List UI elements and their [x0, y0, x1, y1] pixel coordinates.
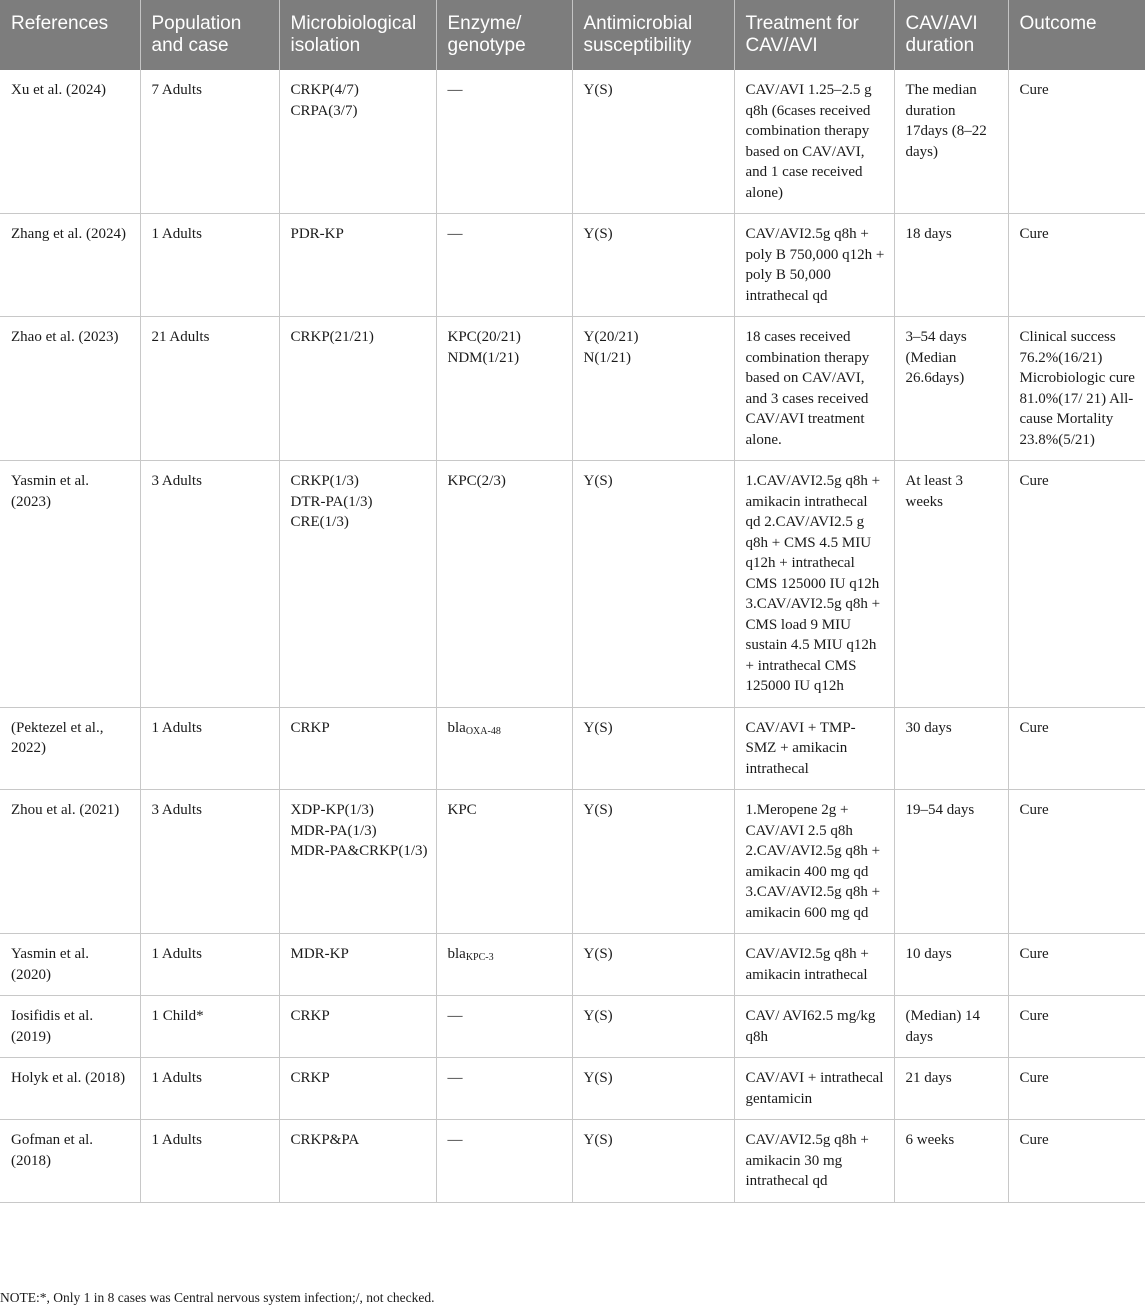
cell-enzyme [436, 996, 572, 1058]
cell-enzyme [436, 790, 572, 934]
cell-reference: Iosifidis et al. (2019) [0, 996, 140, 1058]
cell-isolation: CRKP [279, 996, 436, 1058]
cell-outcome: Cure [1008, 790, 1145, 934]
table-row [0, 1120, 1145, 1203]
cell-population: 1 Adults [140, 934, 279, 996]
cell-enzyme [436, 1058, 572, 1120]
enzyme-subscript: KPC-3 [465, 952, 494, 963]
cell-outcome: Cure [1008, 461, 1145, 708]
cell-enzyme [436, 214, 572, 317]
cell-population: 3 Adults [140, 461, 279, 708]
cell-susceptibility: Y(20/21) N(1/21) [572, 317, 734, 461]
cell-outcome: Cure [1008, 1120, 1145, 1203]
cell-reference: Zhao et al. (2023) [0, 317, 140, 461]
column-header-treatment: Treatment for CAV/AVI [734, 0, 894, 70]
cell-population: 21 Adults [140, 317, 279, 461]
enzyme-name: bla [447, 946, 466, 962]
enzyme-name: — [447, 1070, 463, 1086]
cell-susceptibility: Y(S) [572, 1120, 734, 1203]
column-header-population: Population and case [140, 0, 279, 70]
cell-susceptibility: Y(S) [572, 790, 734, 934]
cell-population: 1 Adults [140, 1058, 279, 1120]
cell-isolation: CRKP(4/7) CRPA(3/7) [279, 70, 436, 214]
cell-duration: At least 3 weeks [894, 461, 1008, 708]
cell-duration: 10 days [894, 934, 1008, 996]
table-row [0, 1058, 1145, 1120]
cell-susceptibility: Y(S) [572, 934, 734, 996]
column-header-enzyme: Enzyme/ genotype [436, 0, 572, 70]
cell-treatment: CAV/AVI2.5g q8h + poly B 750,000 q12h + poly B 50,000 intrathecal qd [734, 214, 894, 317]
cell-isolation: CRKP [279, 1058, 436, 1120]
cell-duration: 18 days [894, 214, 1008, 317]
enzyme-subscript: OXA-48 [465, 725, 501, 737]
cell-isolation: PDR-KP [279, 214, 436, 317]
table-row [0, 707, 1145, 790]
cell-population: 7 Adults [140, 70, 279, 214]
table-header-row [0, 0, 1145, 70]
cell-isolation: MDR-KP [279, 934, 436, 996]
cell-outcome: Cure [1008, 214, 1145, 317]
cell-population: 1 Adults [140, 1120, 279, 1203]
cell-treatment: CAV/AVI2.5g q8h + amikacin 30 mg intrathecal qd [734, 1120, 894, 1203]
cell-outcome: Clinical success 76.2%(16/21) Microbiologic cure 81.0%(17/ 21) All-cause Mortality 23.8%(5/21) [1008, 317, 1145, 461]
table-row [0, 461, 1145, 708]
column-header-duration: CAV/AVI duration [894, 0, 1008, 70]
table-row [0, 70, 1145, 214]
cell-enzyme [436, 461, 572, 708]
cell-susceptibility: Y(S) [572, 707, 734, 790]
cell-duration: 3–54 days (Median 26.6days) [894, 317, 1008, 461]
cell-isolation: XDP-KP(1/3) MDR-PA(1/3) MDR-PA&CRKP(1/3) [279, 790, 436, 934]
cell-isolation: CRKP&PA [279, 1120, 436, 1203]
cell-population: 1 Child* [140, 996, 279, 1058]
cell-isolation: CRKP(1/3) DTR-PA(1/3) CRE(1/3) [279, 461, 436, 708]
enzyme-name: — [447, 1008, 463, 1024]
column-header-references: References [0, 0, 140, 70]
cell-treatment: 18 cases received combination therapy based on CAV/AVI, and 3 cases received CAV/AVI treatment alone. [734, 317, 894, 461]
cell-enzyme [436, 70, 572, 214]
cell-duration: 6 weeks [894, 1120, 1008, 1203]
table-footnote: NOTE:*, Only 1 in 8 cases was Central nervous system infection;/, not checked. [0, 1290, 435, 1305]
enzyme-name: bla [447, 719, 466, 736]
column-header-outcome: Outcome [1008, 0, 1145, 70]
cell-susceptibility: Y(S) [572, 70, 734, 214]
cell-treatment: CAV/AVI 1.25–2.5 g q8h (6cases received combination therapy based on CAV/AVI, and 1 case received alone) [734, 70, 894, 214]
cell-duration: 21 days [894, 1058, 1008, 1120]
cell-outcome: Cure [1008, 1058, 1145, 1120]
cell-treatment: 1.CAV/AVI2.5g q8h + amikacin intrathecal qd 2.CAV/AVI2.5 g q8h + CMS 4.5 MIU q12h + intrathecal CMS 125000 IU q12h 3.CAV/AVI2.5g q8h + CMS load 9 MIU sustain 4.5 MIU q12h + intrathecal CMS 125000 IU q12h [734, 461, 894, 708]
cell-isolation: CRKP [279, 707, 436, 790]
enzyme-name: KPC(20/21) NDM(1/21) [447, 329, 521, 366]
cell-reference: Xu et al. (2024) [0, 70, 140, 214]
cell-population: 1 Adults [140, 214, 279, 317]
cell-susceptibility: Y(S) [572, 461, 734, 708]
column-header-isolation: Microbiological isolation [279, 0, 436, 70]
cell-reference: Yasmin et al. (2020) [0, 934, 140, 996]
enzyme-name: KPC(2/3) [447, 473, 506, 489]
table-row [0, 317, 1145, 461]
table-row [0, 934, 1145, 996]
cell-duration: 19–54 days [894, 790, 1008, 934]
table-row [0, 996, 1145, 1058]
cell-isolation: CRKP(21/21) [279, 317, 436, 461]
cell-susceptibility: Y(S) [572, 1058, 734, 1120]
cell-reference: (Pektezel et al., 2022) [0, 707, 140, 790]
cell-population: 1 Adults [140, 707, 279, 790]
column-header-susceptibility: Antimicrobial susceptibility [572, 0, 734, 70]
cell-reference: Zhang et al. (2024) [0, 214, 140, 317]
cell-outcome: Cure [1008, 70, 1145, 214]
cell-reference: Zhou et al. (2021) [0, 790, 140, 934]
cell-enzyme [436, 1120, 572, 1203]
table-row [0, 214, 1145, 317]
cell-outcome: Cure [1008, 707, 1145, 790]
enzyme-name: — [447, 226, 463, 242]
cell-reference: Gofman et al. (2018) [0, 1120, 140, 1203]
cell-enzyme [436, 707, 572, 790]
enzyme-name: — [447, 82, 463, 98]
cell-susceptibility: Y(S) [572, 214, 734, 317]
cell-duration: 30 days [894, 707, 1008, 790]
cell-enzyme [436, 317, 572, 461]
cell-treatment: CAV/ AVI62.5 mg/kg q8h [734, 996, 894, 1058]
cell-outcome: Cure [1008, 996, 1145, 1058]
cell-duration: The median duration 17days (8–22 days) [894, 70, 1008, 214]
cell-enzyme [436, 934, 572, 996]
cell-treatment: 1.Meropene 2g + CAV/AVI 2.5 q8h 2.CAV/AVI2.5g q8h + amikacin 400 mg qd 3.CAV/AVI2.5g q8h + amikacin 600 mg qd [734, 790, 894, 934]
cell-duration: (Median) 14 days [894, 996, 1008, 1058]
cell-treatment: CAV/AVI + intrathecal gentamicin [734, 1058, 894, 1120]
enzyme-name: KPC [447, 802, 477, 818]
enzyme-name: — [447, 1132, 463, 1148]
cell-susceptibility: Y(S) [572, 996, 734, 1058]
cell-reference: Yasmin et al. (2023) [0, 461, 140, 708]
table-row [0, 790, 1145, 934]
cell-treatment: CAV/AVI2.5g q8h + amikacin intrathecal [734, 934, 894, 996]
cell-outcome: Cure [1008, 934, 1145, 996]
cell-population: 3 Adults [140, 790, 279, 934]
cell-treatment: CAV/AVI + TMP-SMZ + amikacin intrathecal [734, 707, 894, 790]
cell-reference: Holyk et al. (2018) [0, 1058, 140, 1120]
